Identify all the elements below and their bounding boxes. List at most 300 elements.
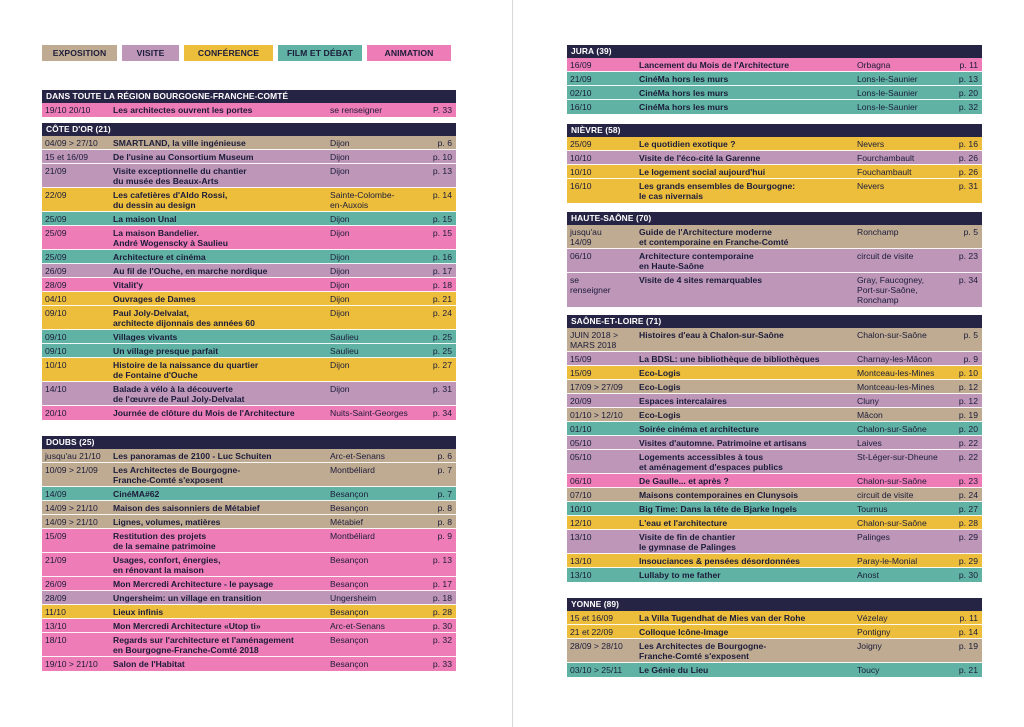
event-row bbox=[42, 619, 456, 633]
event-title: Insouciances & pensées désordonnées bbox=[639, 556, 800, 566]
event-row bbox=[42, 358, 456, 382]
event-date: 21/09 bbox=[45, 555, 67, 565]
event-row bbox=[42, 212, 456, 226]
event-title: La BDSL: une bibliothèque de bibliothèques bbox=[639, 354, 820, 364]
event-date: 19/10 > 21/10 bbox=[45, 659, 98, 669]
legend-film-et-debat: FILM ET DÉBAT bbox=[278, 45, 362, 61]
event-date: 25/09 bbox=[45, 252, 67, 262]
event-title: SMARTLAND, la ville ingénieuse bbox=[113, 138, 246, 148]
event-page: p. 24 bbox=[958, 490, 978, 500]
event-place: Dijon bbox=[330, 280, 350, 290]
event-row bbox=[42, 306, 456, 330]
event-place: Cluny bbox=[857, 396, 879, 406]
event-title: L'eau et l'architecture bbox=[639, 518, 728, 528]
event-date: 26/09 bbox=[45, 579, 67, 589]
event-date: 09/10 bbox=[45, 346, 67, 356]
event-title: Visite exceptionnelle du chantier du musée des Beaux-Arts bbox=[113, 166, 247, 186]
event-title: Villages vivants bbox=[113, 332, 178, 342]
event-page: p. 21 bbox=[432, 294, 452, 304]
event-row bbox=[42, 591, 456, 605]
event-place: Anost bbox=[857, 570, 879, 580]
event-place: circuit de visite bbox=[857, 490, 914, 500]
event-title: Les Architectes de Bourgogne- Franche-Comté s'exposent bbox=[639, 641, 767, 661]
event-title: Paul Joly-Delvalat, architecte dijonnais des années 60 bbox=[113, 308, 255, 328]
event-page: p. 34 bbox=[958, 275, 978, 285]
event-page: p. 7 bbox=[437, 489, 452, 499]
section-heading: CÔTE D'OR (21) bbox=[42, 123, 456, 136]
event-title: La maison Bandelier. André Wogenscky à Saulieu bbox=[113, 228, 228, 248]
event-page: p. 13 bbox=[958, 74, 978, 84]
event-date: jusqu'au 21/10 bbox=[45, 451, 101, 461]
event-title: Restitution des projets de la semaine patrimoine bbox=[113, 531, 216, 551]
event-title: Soirée cinéma et architecture bbox=[639, 424, 759, 434]
event-title: CinéMa hors les murs bbox=[639, 102, 729, 112]
event-page: p. 16 bbox=[432, 252, 452, 262]
event-title: Visite de fin de chantier le gymnase de Palinges bbox=[639, 532, 736, 552]
event-title: Ouvrages de Dames bbox=[113, 294, 196, 304]
event-row bbox=[567, 366, 982, 380]
event-row bbox=[567, 625, 982, 639]
event-date: 22/09 bbox=[45, 190, 67, 200]
event-row bbox=[42, 577, 456, 591]
event-page: p. 28 bbox=[432, 607, 452, 617]
event-date: 06/10 bbox=[570, 251, 592, 261]
event-page: p. 25 bbox=[432, 346, 452, 356]
event-page: p. 11 bbox=[959, 613, 978, 623]
event-title: Les architectes ouvrent les portes bbox=[113, 105, 253, 115]
event-title: Architecture contemporaine en Haute-Saône bbox=[639, 251, 754, 271]
event-title: Le Génie du Lieu bbox=[639, 665, 709, 675]
event-page: p. 18 bbox=[432, 593, 452, 603]
event-row bbox=[567, 488, 982, 502]
event-title: Mon Mercredi Architecture - le paysage bbox=[113, 579, 274, 589]
section-heading: DOUBS (25) bbox=[42, 436, 456, 449]
event-row bbox=[567, 151, 982, 165]
event-page: p. 30 bbox=[958, 570, 978, 580]
event-row bbox=[567, 450, 982, 474]
event-page: p. 9 bbox=[963, 354, 978, 364]
event-title: Lignes, volumes, matières bbox=[113, 517, 221, 527]
event-date: 09/10 bbox=[45, 332, 67, 342]
event-date: 25/09 bbox=[570, 139, 592, 149]
event-title: Lancement du Mois de l'Architecture bbox=[639, 60, 790, 70]
event-date: 14/09 bbox=[45, 489, 67, 499]
section-yonne-89 bbox=[567, 598, 982, 677]
event-row bbox=[42, 553, 456, 577]
event-page: p. 33 bbox=[432, 659, 452, 669]
event-place: Besançon bbox=[330, 555, 369, 565]
event-date: 11/10 bbox=[45, 607, 66, 617]
event-place: Laives bbox=[857, 438, 882, 448]
event-place: Nevers bbox=[857, 181, 885, 191]
event-date: 20/10 bbox=[45, 408, 67, 418]
event-date: 15 et 16/09 bbox=[570, 613, 614, 623]
event-title: Au fil de l'Ouche, en marche nordique bbox=[113, 266, 268, 276]
event-page: p. 5 bbox=[963, 330, 978, 340]
legend-visite: VISITE bbox=[122, 45, 179, 61]
event-row bbox=[42, 657, 456, 671]
event-page: p. 32 bbox=[958, 102, 978, 112]
event-date: JUIN 2018 > MARS 2018 bbox=[570, 330, 619, 350]
event-place: Lons-le-Saunier bbox=[857, 88, 918, 98]
section-heading: NIÈVRE (58) bbox=[567, 124, 982, 137]
event-page: p. 20 bbox=[958, 424, 978, 434]
event-page: p. 6 bbox=[437, 138, 452, 148]
event-row bbox=[42, 264, 456, 278]
event-date: 26/09 bbox=[45, 266, 67, 276]
event-place: Fourchambault bbox=[857, 153, 915, 163]
event-place: Lons-le-Saunier bbox=[857, 102, 918, 112]
event-title: Eco-Logis bbox=[639, 382, 681, 392]
event-title: Histoire de la naissance du quartier de Fontaine d'Ouche bbox=[113, 360, 259, 380]
event-place: Charnay-les-Mâcon bbox=[857, 354, 932, 364]
event-row bbox=[567, 179, 982, 203]
event-page: p. 27 bbox=[958, 504, 978, 514]
event-page: p. 8 bbox=[437, 517, 452, 527]
event-date: 25/09 bbox=[45, 214, 67, 224]
event-place: Paray-le-Monial bbox=[857, 556, 918, 566]
event-date: 03/10 > 25/11 bbox=[570, 665, 623, 675]
event-title: Visite de 4 sites remarquables bbox=[639, 275, 763, 285]
event-place: Lons-le-Saunier bbox=[857, 74, 918, 84]
section-heading: YONNE (89) bbox=[567, 598, 982, 611]
event-date: 15 et 16/09 bbox=[45, 152, 89, 162]
event-page: p. 34 bbox=[432, 408, 452, 418]
event-page: p. 27 bbox=[432, 360, 452, 370]
event-place: Nevers bbox=[857, 139, 885, 149]
event-row bbox=[567, 137, 982, 151]
event-date: 21/09 bbox=[570, 74, 592, 84]
event-title: CinéMa hors les murs bbox=[639, 74, 729, 84]
event-row bbox=[42, 226, 456, 250]
event-date: 05/10 bbox=[570, 438, 592, 448]
event-date: 01/10 > 12/10 bbox=[570, 410, 623, 420]
event-date: 10/10 bbox=[570, 153, 592, 163]
event-page: p. 25 bbox=[432, 332, 452, 342]
page-fold bbox=[512, 0, 513, 727]
event-date: 13/10 bbox=[570, 532, 592, 542]
event-title: Un village presque parfait bbox=[113, 346, 219, 356]
event-title: Colloque Icône-Image bbox=[639, 627, 729, 637]
event-place: Métabief bbox=[330, 517, 363, 527]
event-title: Eco-Logis bbox=[639, 410, 681, 420]
event-row bbox=[567, 436, 982, 450]
event-title: Architecture et cinéma bbox=[113, 252, 206, 262]
event-page: p. 14 bbox=[958, 627, 978, 637]
event-page: p. 31 bbox=[432, 384, 452, 394]
event-row bbox=[42, 292, 456, 306]
event-title: De Gaulle... et après ? bbox=[639, 476, 729, 486]
event-title: Ungersheim: un village en transition bbox=[113, 593, 262, 603]
category-legend bbox=[42, 45, 451, 61]
event-row bbox=[42, 188, 456, 212]
event-row bbox=[567, 58, 982, 72]
section-dans-toute-la-region-bourgogne-franche-comte bbox=[42, 90, 456, 117]
event-place: Palinges bbox=[857, 532, 890, 542]
event-title: Journée de clôture du Mois de l'Architecture bbox=[113, 408, 295, 418]
event-place: Montceau-les-Mines bbox=[857, 368, 935, 378]
event-date: 14/09 > 21/10 bbox=[45, 503, 98, 513]
event-place: Orbagna bbox=[857, 60, 891, 70]
event-date: 28/09 bbox=[45, 593, 67, 603]
event-place: Dijon bbox=[330, 294, 350, 304]
event-row bbox=[567, 352, 982, 366]
event-row bbox=[42, 529, 456, 553]
event-page: p. 13 bbox=[432, 555, 452, 565]
event-place: Dijon bbox=[330, 252, 350, 262]
event-title: Guide de l'Architecture moderne et contemporaine en Franche-Comté bbox=[639, 227, 789, 247]
section-heading: HAUTE-SAÔNE (70) bbox=[567, 212, 982, 225]
event-page: p. 19 bbox=[958, 641, 978, 651]
event-page: p. 12 bbox=[958, 382, 978, 392]
event-title: Logements accessibles à tous et aménagement d'espaces publics bbox=[639, 452, 783, 472]
event-date: 25/09 bbox=[45, 228, 67, 238]
event-date: 21 et 22/09 bbox=[570, 627, 614, 637]
event-date: 01/10 bbox=[570, 424, 592, 434]
event-date: 13/10 bbox=[45, 621, 67, 631]
event-row bbox=[42, 633, 456, 657]
event-page: p. 32 bbox=[432, 635, 452, 645]
event-row bbox=[42, 250, 456, 264]
event-place: Chalon-sur-Saône bbox=[857, 424, 927, 434]
event-page: p. 29 bbox=[958, 532, 978, 542]
event-row bbox=[567, 568, 982, 582]
event-title: CinéMA#62 bbox=[113, 489, 160, 499]
event-row bbox=[567, 663, 982, 677]
event-date: 21/09 bbox=[45, 166, 67, 176]
section-doubs-25 bbox=[42, 436, 456, 671]
event-place: Dijon bbox=[330, 152, 350, 162]
event-place: Besançon bbox=[330, 579, 369, 589]
event-date: 16/10 bbox=[570, 102, 592, 112]
event-date: 04/09 > 27/10 bbox=[45, 138, 98, 148]
section-jura-39 bbox=[567, 45, 982, 114]
event-date: 15/09 bbox=[570, 354, 592, 364]
event-row bbox=[42, 164, 456, 188]
event-title: Big Time: Dans la tête de Bjarke Ingels bbox=[639, 504, 797, 514]
event-page: p. 12 bbox=[958, 396, 978, 406]
event-page: p. 9 bbox=[437, 531, 452, 541]
event-row bbox=[567, 380, 982, 394]
event-date: 20/09 bbox=[570, 396, 592, 406]
event-page: p. 10 bbox=[958, 368, 978, 378]
event-row bbox=[567, 100, 982, 114]
event-place: Dijon bbox=[330, 360, 350, 370]
event-place: circuit de visite bbox=[857, 251, 914, 261]
event-place: Besançon bbox=[330, 489, 369, 499]
event-row bbox=[567, 328, 982, 352]
event-title: Regards sur l'architecture et l'aménagement en Bourgogne-Franche-Comté 2018 bbox=[113, 635, 294, 655]
event-place: Montbéliard bbox=[330, 465, 375, 475]
event-title: Vitalit'y bbox=[113, 280, 144, 290]
event-title: Les grands ensembles de Bourgogne: le cas nivernais bbox=[639, 181, 796, 201]
event-row bbox=[567, 554, 982, 568]
event-row bbox=[42, 150, 456, 164]
event-place: Tournus bbox=[857, 504, 888, 514]
event-place: Dijon bbox=[330, 228, 350, 238]
event-row bbox=[567, 165, 982, 179]
event-row bbox=[567, 249, 982, 273]
event-place: Chalon-sur-Saône bbox=[857, 330, 927, 340]
event-place: Montbéliard bbox=[330, 531, 375, 541]
event-place: Nuits-Saint-Georges bbox=[330, 408, 408, 418]
section-saone-et-loire-71 bbox=[567, 315, 982, 582]
event-row bbox=[567, 639, 982, 663]
event-date: 02/10 bbox=[570, 88, 592, 98]
event-title: Histoires d'eau à Chalon-sur-Saône bbox=[639, 330, 784, 340]
event-page: p. 31 bbox=[958, 181, 978, 191]
event-date: 16/10 bbox=[570, 181, 592, 191]
event-page: p. 15 bbox=[432, 228, 452, 238]
event-date: 16/09 bbox=[570, 60, 592, 70]
event-place: Arc-et-Senans bbox=[330, 621, 385, 631]
event-place: Saulieu bbox=[330, 332, 359, 342]
event-title: Usages, confort, énergies, en rénovant la maison bbox=[113, 555, 221, 575]
event-row bbox=[567, 394, 982, 408]
event-page: p. 14 bbox=[432, 190, 452, 200]
event-page: p. 26 bbox=[958, 167, 978, 177]
event-place: Toucy bbox=[857, 665, 880, 675]
event-title: Les Architectes de Bourgogne- Franche-Comté s'exposent bbox=[113, 465, 241, 485]
event-place: Ronchamp bbox=[857, 227, 899, 237]
event-title: Espaces intercalaires bbox=[639, 396, 727, 406]
event-title: Mon Mercredi Architecture «Utop ti» bbox=[113, 621, 261, 631]
event-place: Dijon bbox=[330, 166, 350, 176]
event-page: p. 24 bbox=[432, 308, 452, 318]
event-place: Dijon bbox=[330, 138, 350, 148]
section-cote-d-or-21 bbox=[42, 123, 456, 420]
event-date: 13/10 bbox=[570, 570, 592, 580]
event-date: 06/10 bbox=[570, 476, 592, 486]
event-page: p. 21 bbox=[958, 665, 978, 675]
event-page: p. 10 bbox=[432, 152, 452, 162]
event-date: 07/10 bbox=[570, 490, 592, 500]
event-date: 12/10 bbox=[570, 518, 592, 528]
event-row bbox=[42, 501, 456, 515]
event-title: Salon de l'Habitat bbox=[113, 659, 185, 669]
event-row bbox=[567, 474, 982, 488]
event-place: Ungersheim bbox=[330, 593, 377, 603]
event-date: 28/09 bbox=[45, 280, 67, 290]
event-row bbox=[567, 502, 982, 516]
event-page: p. 23 bbox=[958, 476, 978, 486]
event-date: 10/09 > 21/09 bbox=[45, 465, 98, 475]
event-title: Les panoramas de 2100 - Luc Schuiten bbox=[113, 451, 272, 461]
event-page: p. 5 bbox=[963, 227, 978, 237]
event-place: Besançon bbox=[330, 659, 369, 669]
event-title: Le quotidien exotique ? bbox=[639, 139, 736, 149]
event-date: 10/10 bbox=[45, 360, 67, 370]
event-place: Gray, Faucogney, Port-sur-Saône, Ronchamp bbox=[857, 275, 925, 305]
event-page: p. 6 bbox=[437, 451, 452, 461]
event-title: Les cafetières d'Aldo Rossi, du dessin au design bbox=[113, 190, 228, 210]
section-nievre-58 bbox=[567, 124, 982, 203]
event-title: Maisons contemporaines en Clunysois bbox=[639, 490, 799, 500]
section-heading: SAÔNE-ET-LOIRE (71) bbox=[567, 315, 982, 328]
event-page: p. 18 bbox=[432, 280, 452, 290]
event-row bbox=[567, 422, 982, 436]
event-title: Eco-Logis bbox=[639, 368, 681, 378]
event-place: Besançon bbox=[330, 635, 369, 645]
event-row bbox=[42, 344, 456, 358]
event-row bbox=[42, 487, 456, 501]
event-page: p. 15 bbox=[432, 214, 452, 224]
event-row bbox=[567, 72, 982, 86]
event-page: P. 33 bbox=[433, 105, 452, 115]
event-place: Arc-et-Senans bbox=[330, 451, 385, 461]
event-place: Mâcon bbox=[857, 410, 883, 420]
event-place: Dijon bbox=[330, 266, 350, 276]
event-place: Dijon bbox=[330, 214, 350, 224]
section-haute-saone-70 bbox=[567, 212, 982, 307]
event-date: 10/10 bbox=[570, 167, 592, 177]
event-page: p. 16 bbox=[958, 139, 978, 149]
event-place: Montceau-les-Mines bbox=[857, 382, 935, 392]
legend-exposition: EXPOSITION bbox=[42, 45, 117, 61]
event-row bbox=[567, 86, 982, 100]
event-date: 13/10 bbox=[570, 556, 592, 566]
event-row bbox=[42, 278, 456, 292]
event-row bbox=[567, 225, 982, 249]
event-page: p. 11 bbox=[959, 60, 978, 70]
event-row bbox=[567, 516, 982, 530]
section-heading: DANS TOUTE LA RÉGION BOURGOGNE-FRANCHE-COMTÉ bbox=[42, 90, 456, 103]
event-date: 04/10 bbox=[45, 294, 67, 304]
legend-conference: CONFÉRENCE bbox=[184, 45, 273, 61]
event-date: 14/09 > 21/10 bbox=[45, 517, 98, 527]
event-title: Maison des saisonniers de Métabief bbox=[113, 503, 260, 513]
event-title: La Villa Tugendhat de Mies van der Rohe bbox=[639, 613, 806, 623]
event-place: Besançon bbox=[330, 503, 369, 513]
event-place: Chalon-sur-Saône bbox=[857, 476, 927, 486]
event-title: De l'usine au Consortium Museum bbox=[113, 152, 254, 162]
event-page: p. 13 bbox=[432, 166, 452, 176]
event-title: Lullaby to me father bbox=[639, 570, 721, 580]
event-page: p. 17 bbox=[432, 266, 452, 276]
event-place: Besançon bbox=[330, 607, 369, 617]
event-date: 14/10 bbox=[45, 384, 67, 394]
event-date: 09/10 bbox=[45, 308, 67, 318]
event-date: 05/10 bbox=[570, 452, 592, 462]
event-page: p. 17 bbox=[432, 579, 452, 589]
event-page: p. 19 bbox=[958, 410, 978, 420]
event-place: Sainte-Colombe- en-Auxois bbox=[330, 190, 395, 210]
event-row bbox=[42, 382, 456, 406]
event-row bbox=[42, 449, 456, 463]
event-row bbox=[42, 515, 456, 529]
event-title: Visite de l'éco-cité la Garenne bbox=[639, 153, 761, 163]
event-page: p. 7 bbox=[437, 465, 452, 475]
event-place: Pontigny bbox=[857, 627, 891, 637]
event-row bbox=[567, 530, 982, 554]
event-row bbox=[42, 463, 456, 487]
event-date: jusqu'au 14/09 bbox=[570, 227, 602, 247]
event-page: p. 22 bbox=[958, 438, 978, 448]
event-date: se renseigner bbox=[570, 275, 611, 295]
event-date: 15/09 bbox=[570, 368, 592, 378]
event-row bbox=[567, 408, 982, 422]
event-title: Lieux infinis bbox=[113, 607, 164, 617]
event-row bbox=[42, 136, 456, 150]
event-row bbox=[567, 273, 982, 307]
event-date: 10/10 bbox=[570, 504, 592, 514]
event-date: 18/10 bbox=[45, 635, 67, 645]
event-row bbox=[42, 330, 456, 344]
event-page: p. 8 bbox=[437, 503, 452, 513]
event-title: CinéMa hors les murs bbox=[639, 88, 729, 98]
event-page: p. 29 bbox=[958, 556, 978, 566]
event-place: se renseigner bbox=[330, 105, 383, 115]
